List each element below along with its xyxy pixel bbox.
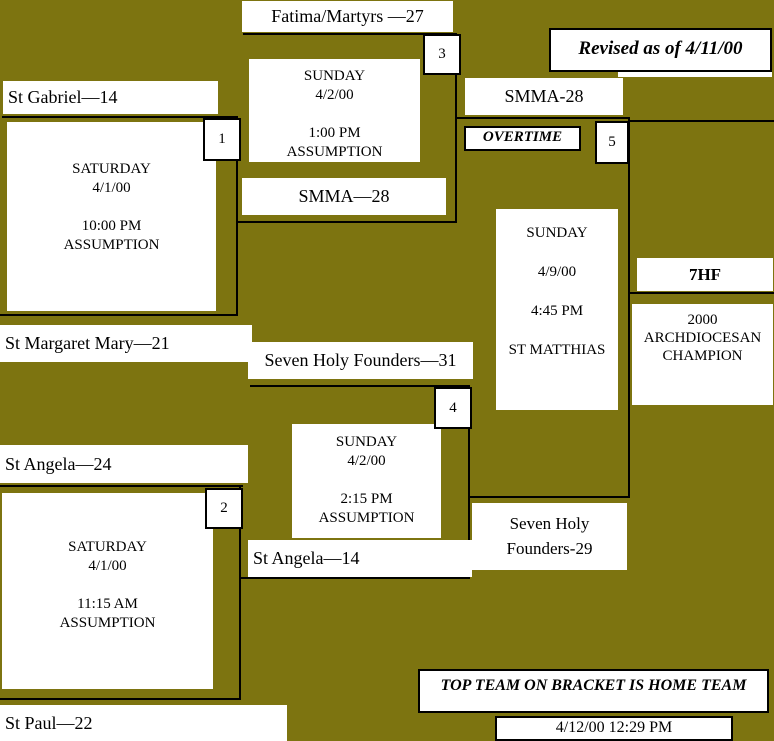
team-name-line2: Founders-29 <box>506 539 593 558</box>
timestamp-box: 4/12/00 12:29 PM <box>495 716 733 741</box>
game5-time: 4:45 PM <box>530 303 584 319</box>
team-box-fatima-martyrs: Fatima/Martyrs —27 <box>242 1 453 32</box>
game-number-3: 3 <box>423 34 461 75</box>
game2-location: ASSUMPTION <box>59 615 156 631</box>
game4-date: 4/2/00 <box>347 453 386 469</box>
bracket-line-champion <box>630 292 774 294</box>
overtime-note: OVERTIME <box>464 126 581 151</box>
game3-day: SUNDAY <box>303 68 366 84</box>
game1-date: 4/1/00 <box>92 180 131 196</box>
team-box-smma-game5: SMMA-28 <box>465 78 623 115</box>
champion-team-box: 7HF <box>637 258 773 291</box>
game3-date: 4/2/00 <box>315 87 354 103</box>
game4-day: SUNDAY <box>335 434 398 450</box>
game1-info-box <box>7 122 216 311</box>
game3-location: ASSUMPTION <box>286 144 383 160</box>
game1-location: ASSUMPTION <box>63 237 160 253</box>
champion-title-box <box>632 304 773 405</box>
game5-location: ST MATTHIAS <box>508 342 606 358</box>
game5-day: SUNDAY <box>526 225 588 241</box>
team-box-st-angela-24: St Angela—24 <box>0 445 248 483</box>
game4-info-box <box>292 424 441 538</box>
game-number-1: 1 <box>203 118 241 161</box>
bracket-line-game1-winner <box>236 221 457 223</box>
team-name-line1: Seven Holy <box>509 514 590 533</box>
game3-time: 1:00 PM <box>308 125 361 141</box>
game1-time: 10:00 PM <box>81 218 142 234</box>
game4-time: 2:15 PM <box>340 491 393 507</box>
game5-info-box <box>496 209 618 410</box>
bracket-line-game5-bottom <box>468 496 630 498</box>
revised-note: Revised as of 4/11/00 <box>549 28 772 72</box>
champion-title-line2: ARCHDIOCESAN <box>643 330 762 346</box>
champion-title-line3: CHAMPION <box>662 348 743 364</box>
team-box-seven-holy-founders-31: Seven Holy Founders—31 <box>248 342 473 379</box>
team-box-st-paul: St Paul—22 <box>0 705 287 741</box>
team-box-st-gabriel: St Gabriel—14 <box>3 81 218 114</box>
bracket-line-game2-bottom <box>0 698 241 700</box>
game2-info-box <box>2 493 213 689</box>
game4-location: ASSUMPTION <box>318 510 415 526</box>
bracket-line-game1-top <box>2 116 237 118</box>
game-number-5: 5 <box>595 121 629 164</box>
champion-title-line1: 2000 <box>687 312 718 328</box>
game5-date: 4/9/00 <box>537 264 577 280</box>
bracket-line-game5-vertical <box>628 117 630 498</box>
home-team-rule-note: TOP TEAM ON BRACKET IS HOME TEAM <box>418 669 769 713</box>
bracket-line-game1-bottom <box>0 314 238 316</box>
bracket-line-game2-top <box>0 485 243 487</box>
team-box-st-angela-14: St Angela—14 <box>248 540 472 577</box>
game-number-4: 4 <box>434 387 472 429</box>
game2-date: 4/1/00 <box>88 558 127 574</box>
game1-day: SATURDAY <box>72 161 151 177</box>
game3-info-box <box>249 59 420 162</box>
bracket-line-game3-winner <box>455 117 629 119</box>
game2-day: SATURDAY <box>68 539 147 555</box>
game-number-2: 2 <box>205 488 243 529</box>
team-box-seven-holy-founders-29 <box>472 503 627 570</box>
bracket-line-game2-winner <box>239 577 470 579</box>
team-box-st-margaret-mary: St Margaret Mary—21 <box>0 325 252 362</box>
game2-time: 11:15 AM <box>77 596 138 612</box>
team-box-smma-game3: SMMA—28 <box>242 178 446 215</box>
bracket-line-game5-top-extension <box>628 120 774 122</box>
